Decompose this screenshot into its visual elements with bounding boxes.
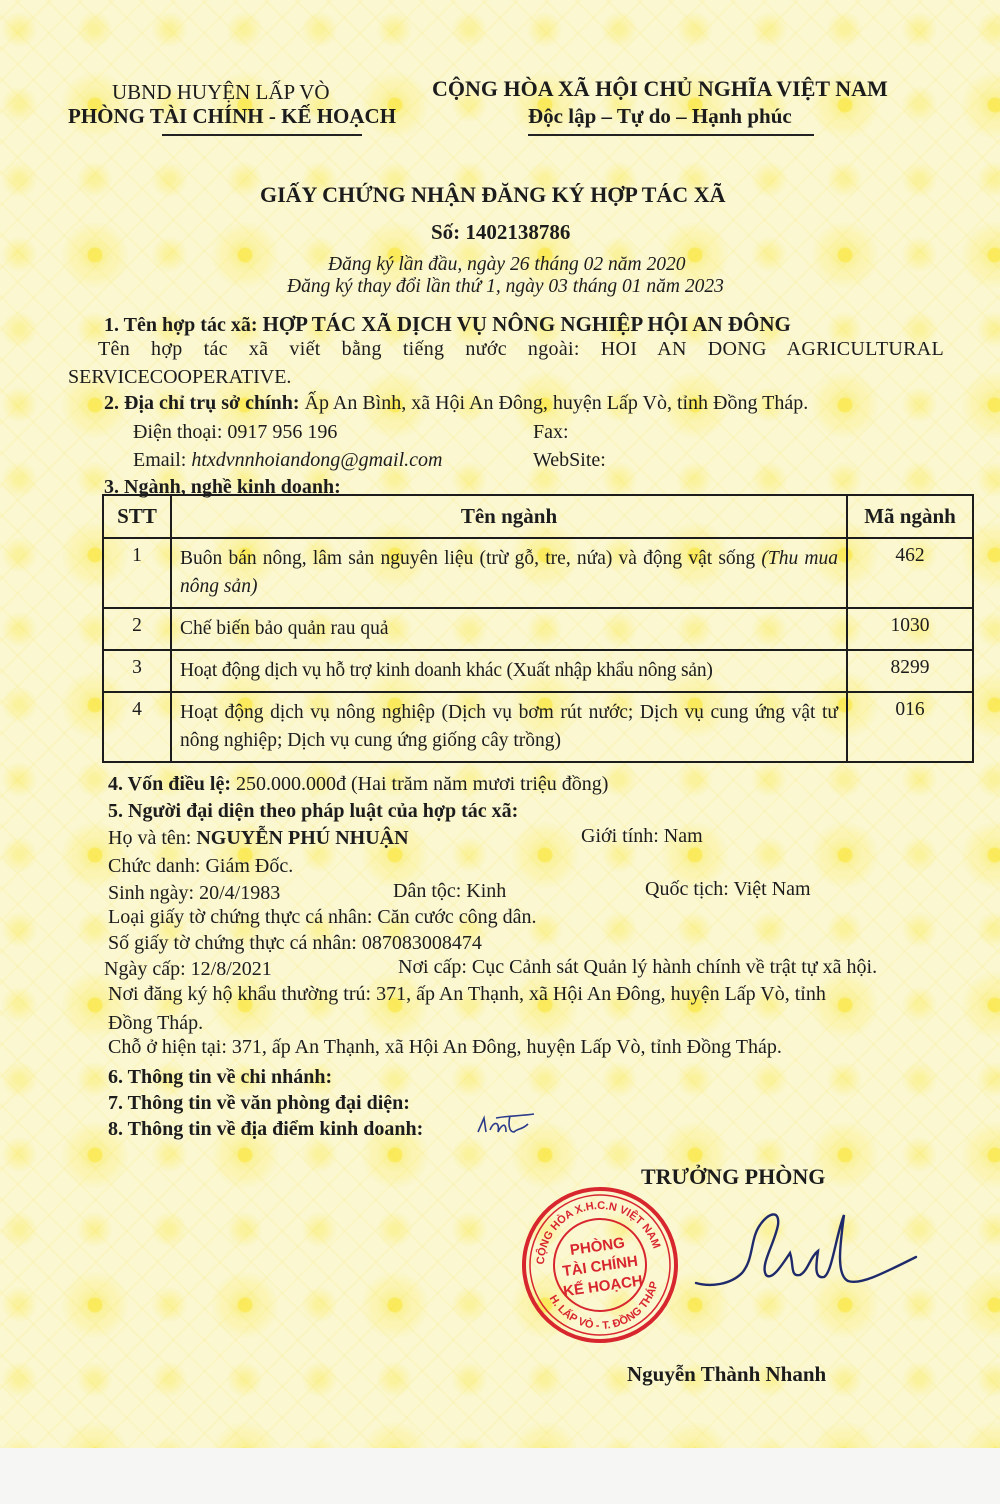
row-stt: 2 bbox=[103, 608, 171, 650]
rep-nationality: Quốc tịch: Việt Nam bbox=[645, 878, 811, 900]
stamp-ring-top: CỘNG HÒA X.H.C.N VIỆT NAM bbox=[534, 1199, 663, 1265]
table-row bbox=[103, 692, 973, 762]
coop-name: HỢP TÁC XÃ DỊCH VỤ NÔNG NGHIỆP HỘI AN ĐÔNG bbox=[262, 312, 791, 336]
first-registration-date: Đăng ký lần đầu, ngày 26 tháng 02 năm 2020 bbox=[328, 254, 686, 275]
stamp-ring-bottom: H. LẤP VÒ - T. ĐỒNG THÁP bbox=[546, 1280, 661, 1332]
table-row bbox=[103, 538, 973, 608]
fax: Fax: bbox=[533, 421, 569, 443]
stamp-center-line-1: PHÒNG bbox=[569, 1234, 626, 1259]
row-stt: 1 bbox=[103, 538, 171, 608]
section-3-label: 3. Ngành, nghề kinh doanh: bbox=[104, 476, 341, 498]
rep-residence-line-2: Đồng Tháp. bbox=[108, 1012, 204, 1034]
section-1-label: 1. Tên hợp tác xã: bbox=[104, 314, 258, 336]
rep-ethnicity: Dân tộc: Kinh bbox=[393, 880, 507, 902]
rep-issue-date: Ngày cấp: 12/8/2021 bbox=[104, 958, 272, 980]
section-8: 8. Thông tin về địa điểm kinh doanh: bbox=[108, 1118, 424, 1140]
motto: Độc lập – Tự do – Hạnh phúc bbox=[528, 104, 792, 128]
row-stt: 3 bbox=[103, 650, 171, 692]
row-name: Chế biến bảo quản rau quả bbox=[171, 608, 847, 650]
authority-line-1: UBND HUYỆN LẤP VÒ bbox=[112, 80, 330, 104]
rep-gender: Giới tính: Nam bbox=[581, 825, 703, 847]
section-6: 6. Thông tin về chi nhánh: bbox=[108, 1066, 333, 1088]
section-1-heading bbox=[104, 312, 791, 337]
section-4 bbox=[108, 773, 608, 796]
rep-name-row bbox=[108, 827, 409, 850]
row-code: 1030 bbox=[847, 608, 973, 650]
header-name: Tên ngành bbox=[171, 495, 847, 538]
section-7: 7. Thông tin về văn phòng đại diện: bbox=[108, 1092, 410, 1114]
rep-dob: Sinh ngày: 20/4/1983 bbox=[108, 882, 281, 904]
row-code: 016 bbox=[847, 692, 973, 762]
row-code: 8299 bbox=[847, 650, 973, 692]
stamp-center-line-2: TÀI CHÍNH bbox=[561, 1252, 639, 1281]
row-stt: 4 bbox=[103, 692, 171, 762]
email-address: htxdvnnhoiandong@gmail.com bbox=[191, 449, 443, 471]
foreign-name-line-2: SERVICECOOPERATIVE. bbox=[68, 366, 292, 388]
head-office-address: Ấp An Bình, xã Hội An Đông, huyện Lấp Vò, tỉnh Đồng Tháp. bbox=[304, 392, 809, 414]
signer-name: Nguyễn Thành Nhanh bbox=[627, 1362, 827, 1386]
rep-id-number: Số giấy tờ chứng thực cá nhân: 087083008474 bbox=[108, 932, 482, 954]
row-name-text: Buôn bán nông, lâm sản nguyên liệu (trừ gỗ, tre, nứa) và động vật sống bbox=[180, 548, 762, 569]
motto-underline bbox=[528, 134, 814, 136]
table-row bbox=[103, 650, 973, 692]
initial-signature bbox=[476, 1110, 536, 1140]
row-code: 462 bbox=[847, 538, 973, 608]
certificate-number: Số: 1402138786 bbox=[431, 220, 571, 244]
phone: Điện thoại: 0917 956 196 bbox=[133, 421, 338, 443]
rep-current-address: Chỗ ở hiện tại: 371, ấp An Thạnh, xã Hội An Đông, huyện Lấp Vò, tỉnh Đồng Tháp. bbox=[108, 1036, 782, 1058]
section-5-label: 5. Người đại diện theo pháp luật của hợp tác xã: bbox=[108, 800, 519, 822]
header-stt: STT bbox=[103, 495, 171, 538]
row-name: Hoạt động dịch vụ hỗ trợ kinh doanh khác (Xuất nhập khẩu nông sản) bbox=[171, 650, 847, 692]
change-registration-date: Đăng ký thay đổi lần thứ 1, ngày 03 tháng 01 năm 2023 bbox=[287, 276, 724, 297]
rep-residence-line-1: Nơi đăng ký hộ khẩu thường trú: 371, ấp An Thạnh, xã Hội An Đông, huyện Lấp Vò, tỉnh bbox=[108, 983, 826, 1005]
row-name bbox=[171, 538, 847, 608]
rep-issue-place: Nơi cấp: Cục Cảnh sát Quản lý hành chính về trật tự xã hội. bbox=[398, 956, 878, 978]
rep-title: Chức danh: Giám Đốc. bbox=[108, 855, 294, 877]
rep-id-type: Loại giấy tờ chứng thực cá nhân: Căn cước công dân. bbox=[108, 906, 537, 928]
authority-line-2: PHÒNG TÀI CHÍNH - KẾ HOẠCH bbox=[68, 104, 397, 128]
table-header-row bbox=[103, 495, 973, 538]
business-lines-table bbox=[102, 494, 974, 763]
email-row bbox=[133, 449, 442, 472]
section-2-label: 2. Địa chỉ trụ sở chính: bbox=[104, 392, 300, 414]
header-code: Mã ngành bbox=[847, 495, 973, 538]
rep-name-label: Họ và tên: bbox=[108, 827, 192, 849]
table-row bbox=[103, 608, 973, 650]
rep-name: NGUYỄN PHÚ NHUẬN bbox=[196, 827, 409, 849]
section-4-label: 4. Vốn điều lệ: bbox=[108, 773, 231, 795]
row-name-italic: (Thu mua nông sản) bbox=[180, 548, 839, 597]
row-name: Hoạt động dịch vụ nông nghiệp (Dịch vụ bơm rút nước; Dịch vụ cung ứng vật tư nông nghiệp; Dịch vụ cung ứng giống cây trồng) bbox=[171, 692, 847, 762]
document-title: GIẤY CHỨNG NHẬN ĐĂNG KÝ HỢP TÁC XÃ bbox=[260, 182, 726, 207]
signer-role: TRƯỞNG PHÒNG bbox=[641, 1164, 826, 1189]
section-2-heading bbox=[104, 392, 808, 415]
foreign-name-line-1: Tên hợp tác xã viết bằng tiếng nước ngoài: HOI AN DONG AGRICULTURAL bbox=[98, 338, 944, 360]
header-left-underline bbox=[162, 134, 362, 136]
email-label: Email: bbox=[133, 449, 187, 471]
handwritten-signature bbox=[690, 1195, 920, 1305]
nation-title: CỘNG HÒA XÃ HỘI CHỦ NGHĨA VIỆT NAM bbox=[432, 76, 888, 101]
charter-capital: 250.000.000đ (Hai trăm năm mươi triệu đồng) bbox=[235, 773, 609, 795]
official-seal-icon bbox=[520, 1185, 680, 1345]
website: WebSite: bbox=[533, 449, 606, 471]
stamp-center-line-3: KẾ HOẠCH bbox=[562, 1272, 644, 1301]
